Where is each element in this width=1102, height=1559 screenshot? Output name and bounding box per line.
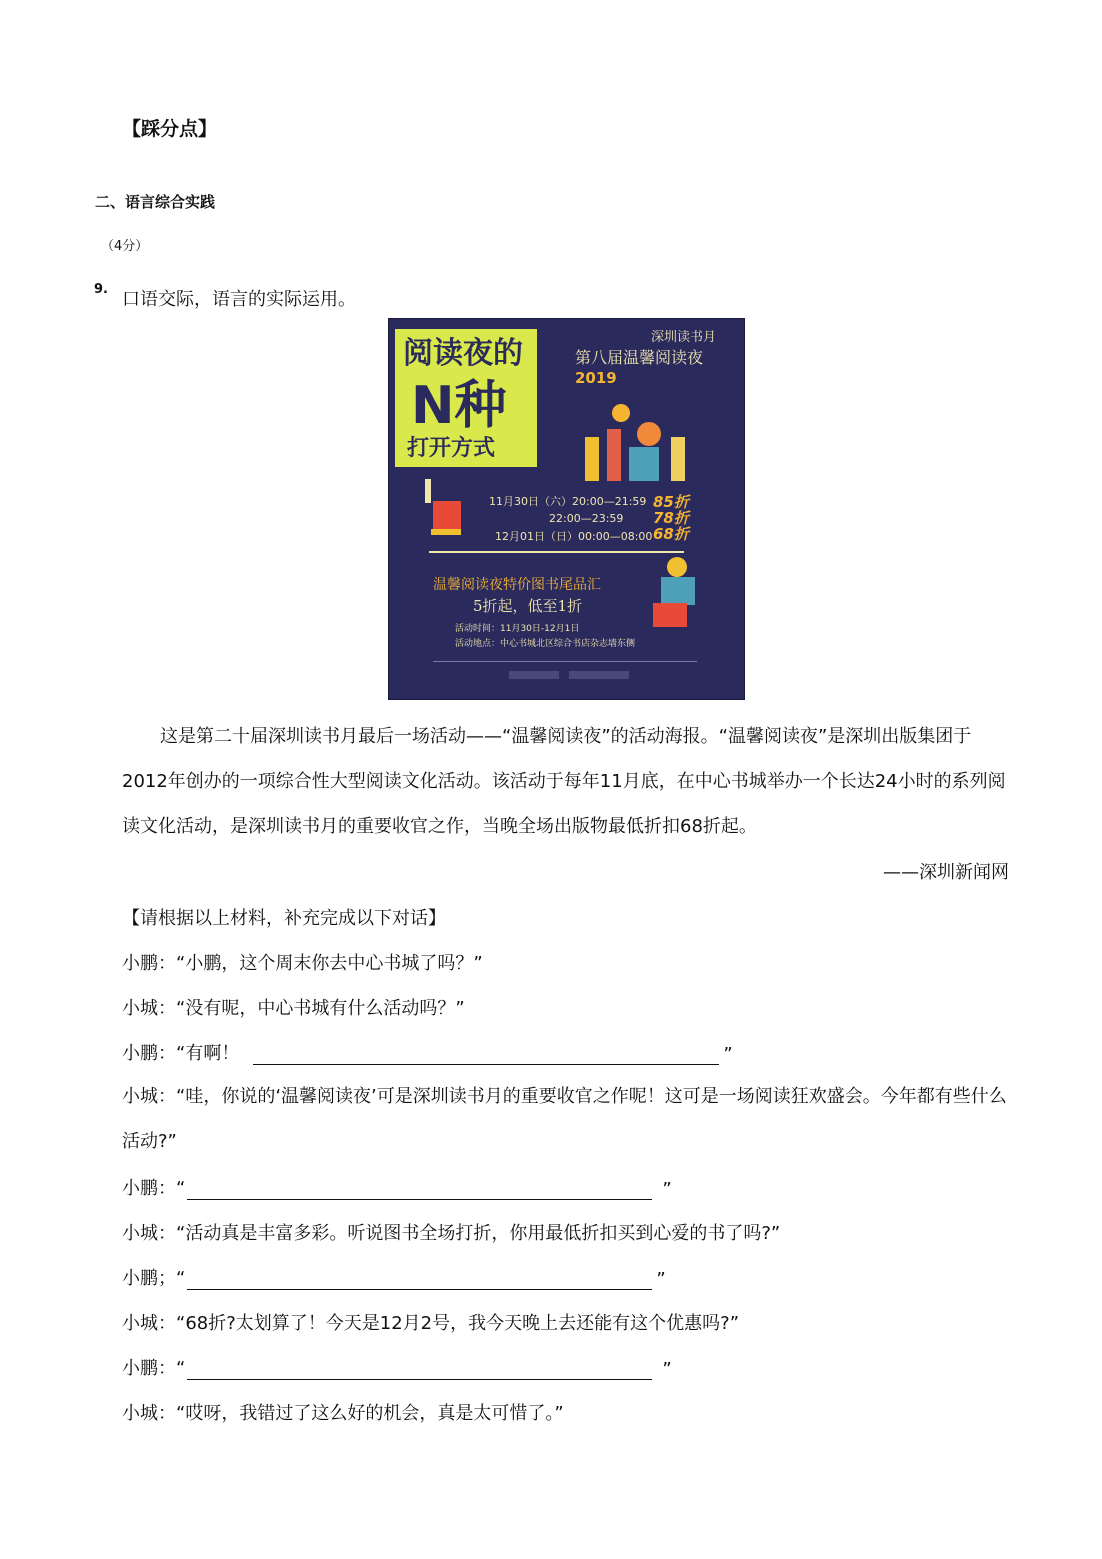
dialogue-line-5-suffix: ”	[662, 1179, 672, 1200]
reading-night-poster	[388, 318, 745, 700]
dialogue-line-3-suffix: ”	[723, 1044, 733, 1065]
dialogue-line-2: 小城：“没有呢，中心书城有什么活动吗？”	[122, 998, 465, 1019]
poster-year: 2019	[575, 369, 617, 387]
poster-sale-line: 5折起，低至1折	[473, 597, 583, 615]
answer-blank-3[interactable]	[187, 1269, 652, 1290]
dialogue-line-5	[122, 1174, 672, 1200]
poster-event: 第八届温馨阅读夜	[575, 348, 704, 367]
dialogue-line-4-text: 小城：“哇，你说的‘温馨阅读夜’可是深圳读书月的重要收官之作呢！这可是一场阅读狂欢盛会。今年都有些什么活动?”	[122, 1086, 1007, 1152]
dialogue-line-3	[122, 1039, 733, 1065]
dialogue-line-7-prefix: 小鹏；“	[122, 1268, 186, 1289]
poster-org: 深圳读书月	[651, 330, 717, 345]
poster-sale-title: 温馨阅读夜特价图书尾品汇	[433, 577, 601, 593]
dialogue-line-9-prefix: 小鹏：“	[122, 1358, 186, 1379]
dialogue-instruction: 【请根据以上材料，补充完成以下对话】	[122, 908, 446, 929]
poster-title-line2: N种	[411, 376, 507, 436]
dialogue-line-7	[122, 1264, 666, 1290]
dialogue-line-1: 小鹏：“小鹏，这个周末你去中心书城了吗？”	[122, 953, 483, 974]
passage-paragraph	[122, 714, 1009, 849]
dialogue-line-9-suffix: ”	[662, 1359, 672, 1380]
answer-blank-1[interactable]	[253, 1044, 719, 1065]
poster-sale-place: 活动地点：中心书城北区综合书店杂志墙东侧	[455, 639, 636, 649]
dialogue-line-4	[122, 1074, 1009, 1164]
dialogue-line-6: 小城：“活动真是丰富多彩。听说图书全场打折，你用最低折扣买到心爱的书了吗?”	[122, 1223, 781, 1244]
dialogue-line-10: 小城：“哎呀，我错过了这么好的机会，真是太可惜了。”	[122, 1403, 564, 1424]
answer-blank-2[interactable]	[187, 1179, 652, 1200]
poster-schedule-discount-1: 85折	[653, 493, 689, 511]
score-points-heading: 【踩分点】	[122, 118, 218, 140]
passage-text: 这是第二十届深圳读书月最后一场活动——“温馨阅读夜”的活动海报。“温馨阅读夜”是深圳出版集团于2012年创办的一项综合性大型阅读文化活动。该活动于每年11月底，在中心书城举办一个长达24小时的系列阅读文化活动，是深圳读书月的重要收官之作，当晚全场出版物最低折扣68折起。	[122, 726, 1006, 837]
poster-schedule-discount-2: 78折	[653, 509, 689, 527]
dialogue-line-3-prefix: 小鹏：“有啊！	[122, 1043, 240, 1064]
question-number: 9.	[94, 282, 108, 297]
dialogue-line-5-prefix: 小鹏：“	[122, 1178, 186, 1199]
poster-schedule-discount-3: 68折	[653, 525, 689, 543]
poster-schedule-time-3: 12月01日（日）00:00—08:00	[495, 530, 653, 543]
poster-title-line1: 阅读夜的	[403, 336, 523, 371]
poster-sale-time: 活动时间：11月30日-12月1日	[455, 624, 580, 634]
dialogue-line-7-suffix: ”	[656, 1269, 666, 1290]
question-text: 口语交际，语言的实际运用。	[122, 289, 356, 310]
dialogue-line-9	[122, 1354, 672, 1380]
poster-schedule-time-2: 22:00—23:59	[549, 512, 624, 525]
section-title: 二、语言综合实践	[95, 193, 216, 211]
poster-schedule-time-1: 11月30日（六）20:00—21:59	[489, 495, 647, 508]
score-label: （4分）	[101, 239, 149, 254]
dialogue-line-8: 小城：“68折?太划算了！今天是12月2号，我今天晚上去还能有这个优惠吗?”	[122, 1313, 740, 1334]
passage-source: ——深圳新闻网	[883, 862, 1009, 883]
answer-blank-4[interactable]	[187, 1359, 652, 1380]
poster-title-line3: 打开方式	[407, 436, 496, 461]
